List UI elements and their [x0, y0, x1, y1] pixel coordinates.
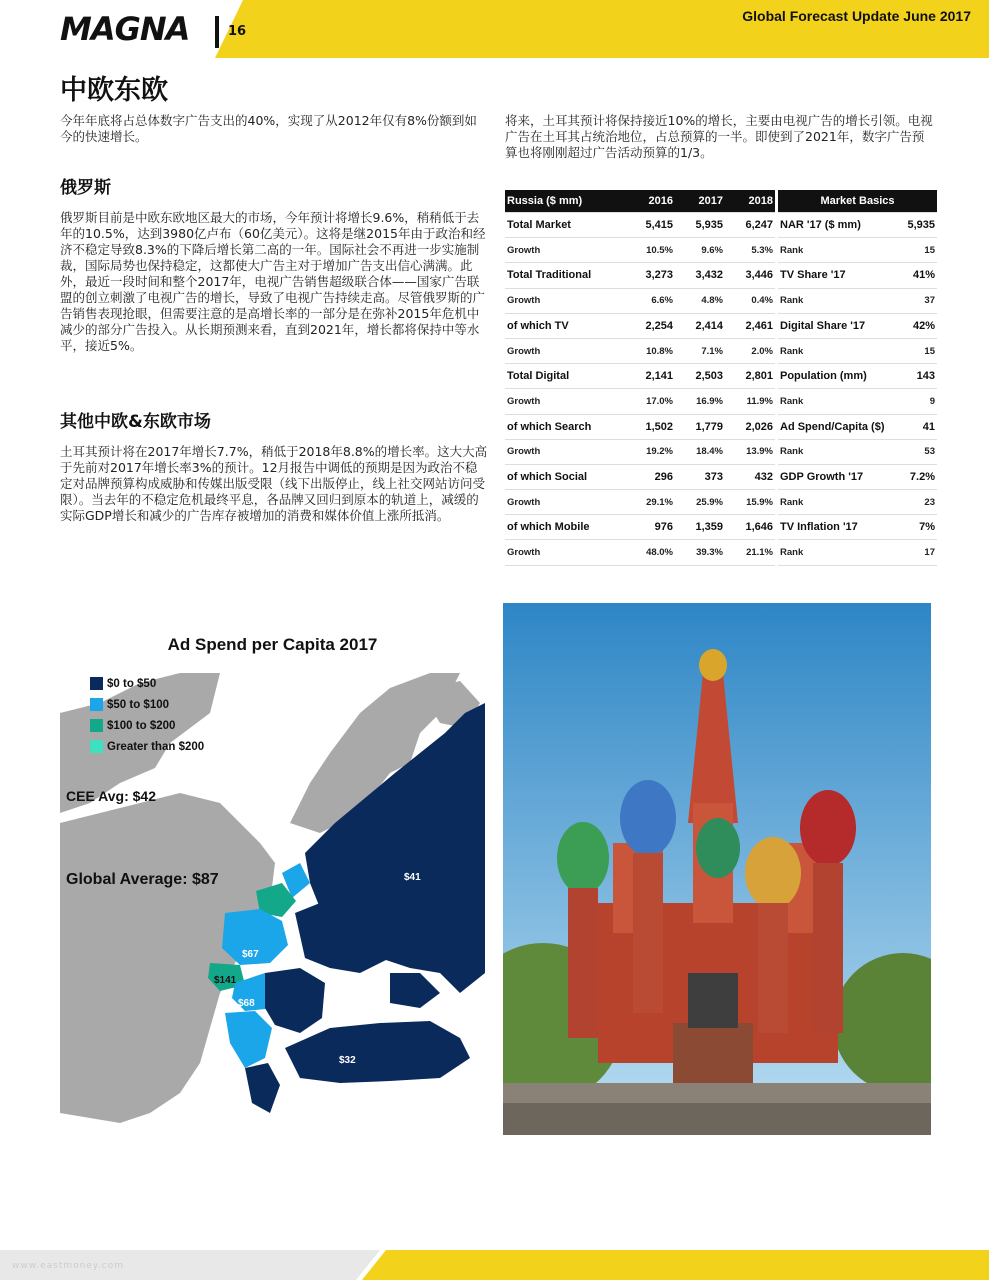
market-basics-value: 9	[901, 389, 937, 414]
table-header-market-basics: Market Basics	[778, 190, 937, 213]
market-basics-value: 23	[901, 490, 937, 515]
header-divider	[215, 16, 219, 48]
value-2016: 2,254	[629, 313, 675, 338]
table-header-2018: 2018	[725, 190, 775, 213]
value-2017: 16.9%	[675, 389, 725, 414]
turkey-value: $32	[339, 1055, 356, 1066]
market-basics-value: 41%	[901, 263, 937, 288]
russia-value: $41	[404, 872, 421, 883]
hungary-value: $68	[238, 998, 255, 1009]
section-title: 中欧东欧	[60, 75, 168, 106]
table-row	[505, 439, 937, 464]
footer-yellow-band	[362, 1250, 989, 1280]
market-basics-label: Rank	[778, 439, 901, 464]
legend-item	[90, 719, 175, 732]
row-label: Growth	[505, 338, 629, 363]
table-row	[505, 313, 937, 338]
value-2018: 2,461	[725, 313, 775, 338]
table-row	[505, 238, 937, 263]
value-2016: 10.8%	[629, 338, 675, 363]
legend-swatch	[90, 740, 103, 753]
value-2018: 0.4%	[725, 288, 775, 313]
market-basics-label: NAR '17 ($ mm)	[778, 213, 901, 238]
table-body	[505, 213, 937, 566]
row-label: Total Digital	[505, 364, 629, 389]
russia-heading: 俄罗斯	[60, 178, 111, 198]
value-2018: 6,247	[725, 213, 775, 238]
market-basics-value: 17	[901, 540, 937, 565]
st-basils-cathedral-image	[503, 603, 931, 1135]
value-2016: 3,273	[629, 263, 675, 288]
table-row	[505, 213, 937, 238]
market-basics-value: 37	[901, 288, 937, 313]
cee-average-label: CEE Avg: $42	[66, 788, 156, 804]
row-label: of which Social	[505, 464, 629, 489]
value-2016: 17.0%	[629, 389, 675, 414]
table-header-row	[505, 190, 937, 213]
value-2018: 2,026	[725, 414, 775, 439]
value-2018: 2,801	[725, 364, 775, 389]
value-2017: 5,935	[675, 213, 725, 238]
market-basics-value: 42%	[901, 313, 937, 338]
legend-label: $50 to $100	[107, 698, 170, 711]
value-2018: 11.9%	[725, 389, 775, 414]
row-label: of which TV	[505, 313, 629, 338]
value-2016: 6.6%	[629, 288, 675, 313]
row-label: Total Traditional	[505, 263, 629, 288]
market-basics-label: Digital Share '17	[778, 313, 901, 338]
value-2017: 7.1%	[675, 338, 725, 363]
legend-label: $0 to $50	[107, 677, 157, 690]
market-basics-value: 7.2%	[901, 464, 937, 489]
value-2016: 29.1%	[629, 490, 675, 515]
table-row	[505, 338, 937, 363]
legend-swatch	[90, 677, 103, 690]
legend-item	[90, 740, 204, 753]
global-average-label: Global Average: $87	[66, 871, 219, 888]
table-row	[505, 464, 937, 489]
market-basics-value: 15	[901, 238, 937, 263]
row-label: Growth	[505, 490, 629, 515]
page-footer	[0, 1250, 989, 1280]
row-label: Growth	[505, 389, 629, 414]
market-basics-label: Rank	[778, 288, 901, 313]
legend-swatch	[90, 698, 103, 711]
value-2017: 9.6%	[675, 238, 725, 263]
value-2016: 1,502	[629, 414, 675, 439]
value-2017: 373	[675, 464, 725, 489]
market-basics-label: GDP Growth '17	[778, 464, 901, 489]
legend-item	[90, 677, 156, 690]
table-row	[505, 540, 937, 565]
market-basics-label: Rank	[778, 540, 901, 565]
market-basics-value: 15	[901, 338, 937, 363]
value-2018: 3,446	[725, 263, 775, 288]
value-2017: 39.3%	[675, 540, 725, 565]
value-2017: 1,779	[675, 414, 725, 439]
value-2016: 19.2%	[629, 439, 675, 464]
table-row	[505, 364, 937, 389]
table-row	[505, 389, 937, 414]
market-basics-value: 53	[901, 439, 937, 464]
value-2018: 2.0%	[725, 338, 775, 363]
legend-item	[90, 698, 169, 711]
page-number: 16	[228, 24, 247, 39]
right-paragraph: 将来，土耳其预计将保持接近10%的增长，主要由电视广告的增长引领。电视广告在土耳其占统治地位，占总预算的一半。即使到了2021年，数字广告预算也将刚刚超过广告活动预算的1/3。	[505, 113, 933, 160]
value-2018: 432	[725, 464, 775, 489]
row-label: of which Search	[505, 414, 629, 439]
legend-label: Greater than $200	[107, 740, 205, 753]
value-2016: 2,141	[629, 364, 675, 389]
value-2017: 2,414	[675, 313, 725, 338]
value-2016: 5,415	[629, 213, 675, 238]
table-header-market: Russia ($ mm)	[505, 190, 629, 213]
value-2018: 1,646	[725, 515, 775, 540]
poland-value: $67	[242, 949, 259, 960]
legend-swatch	[90, 719, 103, 732]
magna-logo: MAGNA	[60, 10, 190, 48]
table-row	[505, 515, 937, 540]
market-basics-value: 7%	[901, 515, 937, 540]
value-2017: 3,432	[675, 263, 725, 288]
market-basics-value: 143	[901, 364, 937, 389]
footer-watermark-url: www.eastmoney.com	[12, 1261, 125, 1271]
market-basics-label: TV Inflation '17	[778, 515, 901, 540]
ad-spend-map	[60, 603, 485, 1135]
value-2017: 18.4%	[675, 439, 725, 464]
value-2016: 296	[629, 464, 675, 489]
value-2016: 48.0%	[629, 540, 675, 565]
row-label: Total Market	[505, 213, 629, 238]
value-2017: 25.9%	[675, 490, 725, 515]
legend-label: $100 to $200	[107, 719, 176, 732]
market-basics-label: Rank	[778, 238, 901, 263]
value-2018: 5.3%	[725, 238, 775, 263]
page-header	[0, 0, 989, 58]
table-row	[505, 288, 937, 313]
row-label: Growth	[505, 288, 629, 313]
market-basics-value: 41	[901, 414, 937, 439]
value-2016: 10.5%	[629, 238, 675, 263]
table-header-2017: 2017	[675, 190, 725, 213]
table-row	[505, 490, 937, 515]
czech-value: $141	[214, 975, 237, 986]
market-basics-label: TV Share '17	[778, 263, 901, 288]
market-basics-label: Rank	[778, 389, 901, 414]
intro-paragraph: 今年年底将占总体数字广告支出的40%，实现了从2012年仅有8%份额到如今的快速增长。	[60, 113, 477, 144]
other-markets-paragraph: 土耳其预计将在2017年增长7.7%，稍低于2018年8.8%的增长率。这大大高于先前对2017年增长率3%的预计。12月报告中调低的预期是因为政治不稳定对品牌预算构成威胁和传媒出版受限（线下出版停止，线上社交网站访问受限）。当去年的不稳定危机最终平息，各品牌又回归到原本的轨道上，减缓的实际GDP增长和减少的广告库存被增加的消费和媒体价值上涨所抵消。	[60, 444, 488, 523]
table-row	[505, 263, 937, 288]
value-2018: 21.1%	[725, 540, 775, 565]
russia-data-table	[505, 190, 937, 566]
market-basics-label: Ad Spend/Capita ($)	[778, 414, 901, 439]
map-title: Ad Spend per Capita 2017	[167, 635, 378, 654]
value-2016: 976	[629, 515, 675, 540]
row-label: of which Mobile	[505, 515, 629, 540]
row-label: Growth	[505, 238, 629, 263]
row-label: Growth	[505, 540, 629, 565]
market-basics-label: Rank	[778, 338, 901, 363]
value-2018: 13.9%	[725, 439, 775, 464]
russia-paragraph: 俄罗斯目前是中欧东欧地区最大的市场，今年预计将增长9.6%，稍稍低于去年的10.5%，达到3980亿卢布（60亿美元）。这将是继2015年由于政治和经济不稳定导致8.3%的下降后增长第二高的一年。国际社会不再进一步实施制裁，国际局势也保持稳定，这都使大广告主对于增加广告支出信心满满。此外，最近一段时间和整个2017年，电视广告销售超级联合体——国家广告联盟的创立刺激了电视广告的增长，导致了电视广告持续走高。尽管俄罗斯的广告销售表现抢眼，但需要注意的是高增长率的一部分是在弥补2015年危机中减少的部分广告投入。从长期预测来看，直到2021年，增长都将保持中等水平，接近5%。	[60, 210, 486, 353]
table-row	[505, 414, 937, 439]
table-header-2016: 2016	[629, 190, 675, 213]
report-title: Global Forecast Update June 2017	[742, 8, 971, 24]
value-2018: 15.9%	[725, 490, 775, 515]
market-basics-value: 5,935	[901, 213, 937, 238]
value-2017: 4.8%	[675, 288, 725, 313]
market-basics-label: Rank	[778, 490, 901, 515]
cathedral-photo	[503, 603, 931, 1135]
market-basics-label: Population (mm)	[778, 364, 901, 389]
other-markets-heading: 其他中欧&东欧市场	[60, 412, 211, 432]
row-label: Growth	[505, 439, 629, 464]
value-2017: 1,359	[675, 515, 725, 540]
value-2017: 2,503	[675, 364, 725, 389]
